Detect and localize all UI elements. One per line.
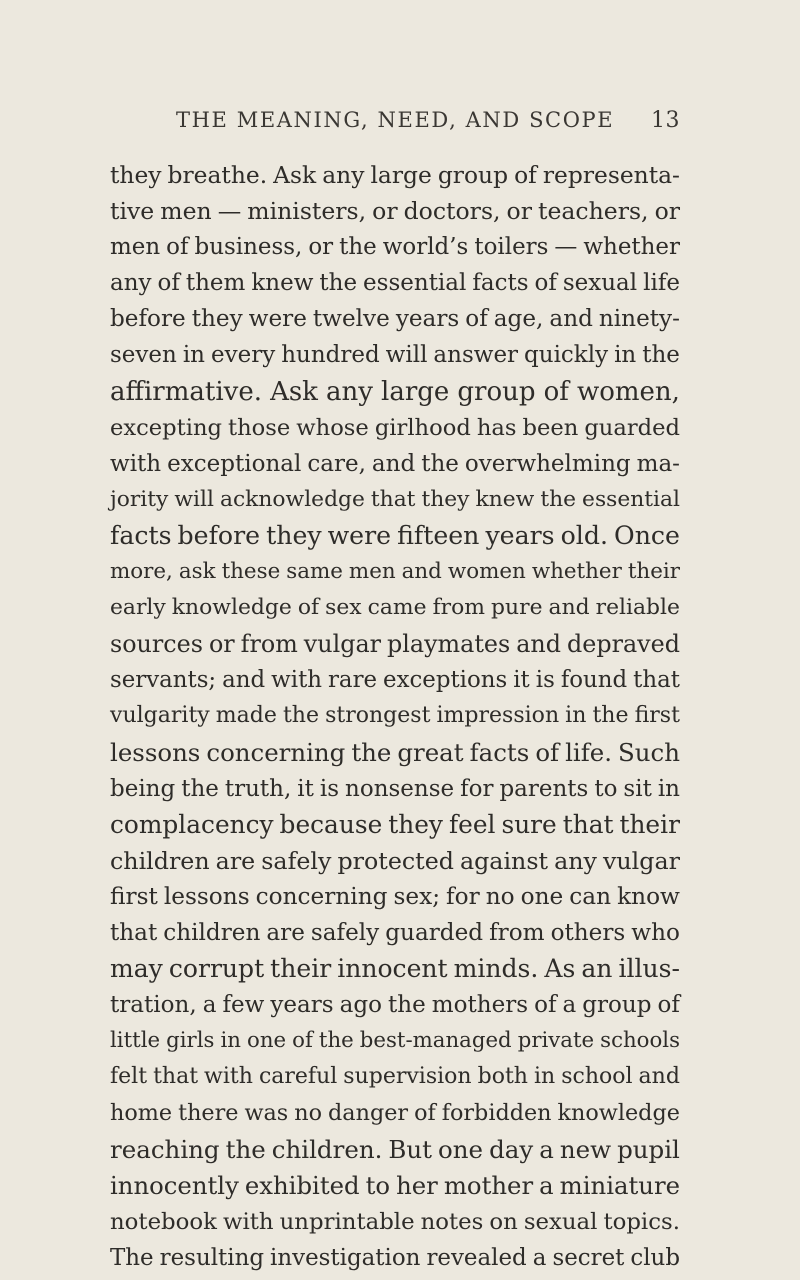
word: safely: [310, 919, 380, 946]
text-line: [110, 735, 680, 771]
word: little: [110, 1028, 161, 1054]
word: both: [477, 1064, 528, 1090]
word: unprintable: [279, 1208, 415, 1235]
word: found: [560, 667, 628, 694]
word: resulting: [159, 1244, 265, 1271]
page-number: 13: [651, 108, 680, 133]
word: women: [447, 559, 526, 585]
text-line: [110, 807, 680, 843]
word: revealed: [426, 1244, 527, 1271]
word: new: [559, 1134, 612, 1164]
word: feel: [448, 809, 496, 839]
word: a: [539, 1134, 554, 1164]
word: whether: [583, 234, 680, 261]
word: pupil: [617, 1134, 680, 1164]
word: will: [174, 486, 214, 512]
word: one: [247, 1028, 287, 1054]
word: quickly: [524, 342, 609, 369]
word: of: [534, 270, 557, 297]
word: or: [506, 197, 532, 226]
word: excepting: [110, 414, 222, 441]
word: a: [532, 1244, 547, 1271]
word: any: [554, 846, 597, 875]
word: of: [166, 234, 189, 261]
word: in: [533, 1064, 556, 1090]
word: felt: [110, 1064, 148, 1090]
word: best-managed: [359, 1028, 512, 1054]
word: the: [592, 703, 629, 729]
word: Once: [614, 520, 680, 550]
word: facts: [110, 520, 172, 550]
word: the: [339, 234, 377, 261]
word: investigation: [270, 1244, 421, 1271]
word: fifteen: [397, 520, 480, 550]
word: it: [297, 775, 314, 802]
text-line: [110, 482, 680, 518]
text-line: [110, 193, 680, 229]
word: whether: [531, 559, 622, 585]
word: or: [372, 197, 398, 226]
word: any: [110, 270, 152, 297]
text-line: [110, 265, 680, 301]
word: sexual: [562, 270, 638, 297]
word: exhibited: [244, 1170, 360, 1200]
word: the: [181, 775, 219, 802]
text-line: [110, 1240, 680, 1276]
word: parents: [499, 775, 589, 802]
word: the: [351, 737, 392, 767]
word: Such: [618, 737, 680, 767]
text-line: [110, 843, 680, 879]
word: for: [460, 775, 494, 802]
word: with: [271, 667, 322, 694]
word: old.: [560, 520, 609, 550]
word: tration,: [110, 992, 197, 1019]
text-line: [110, 301, 680, 337]
word: others: [550, 919, 626, 946]
word: group: [582, 992, 652, 1019]
word: private: [517, 1028, 595, 1054]
word: of: [292, 1028, 313, 1054]
text-line: [110, 915, 680, 951]
word: club: [630, 1244, 680, 1271]
word: no: [485, 882, 515, 910]
word: doctors,: [403, 197, 501, 226]
word: schools: [600, 1028, 680, 1054]
word: been: [522, 414, 579, 441]
word: ministers,: [247, 197, 367, 226]
word: strongest: [325, 703, 431, 729]
word: same: [286, 559, 343, 585]
word: minds.: [453, 954, 539, 984]
word: and: [371, 450, 416, 477]
word: topics.: [603, 1208, 680, 1235]
word: children.: [271, 1134, 383, 1164]
word: forbidden: [441, 1100, 552, 1127]
word: and: [401, 559, 442, 585]
word: to: [365, 1170, 391, 1200]
word: of: [657, 992, 680, 1019]
word: one: [520, 882, 564, 910]
word: the: [642, 342, 680, 369]
word: exceptions: [383, 667, 508, 694]
word: business,: [194, 234, 303, 261]
word: careful: [258, 1064, 338, 1090]
word: guarded: [584, 414, 680, 441]
word: sex;: [393, 882, 441, 910]
word: The: [110, 1244, 154, 1271]
word: seven: [110, 342, 177, 369]
word: from: [240, 630, 298, 659]
word: from: [489, 919, 545, 946]
word: years: [270, 992, 334, 1019]
text-line: [110, 662, 680, 698]
word: before: [177, 520, 261, 550]
word: against: [459, 846, 549, 875]
word: guarded: [385, 919, 484, 946]
word: knowledge: [557, 1100, 680, 1127]
word: any: [322, 161, 365, 189]
text-line: [110, 1059, 680, 1095]
word: ma-: [636, 450, 680, 477]
word: any: [326, 376, 373, 407]
word: those: [228, 414, 291, 441]
word: or: [308, 234, 334, 261]
word: protected: [337, 846, 454, 875]
word: were: [248, 306, 307, 333]
word: are: [215, 846, 256, 875]
word: school: [561, 1064, 633, 1090]
running-head: [176, 108, 680, 148]
word: of: [414, 1100, 436, 1127]
word: has: [476, 414, 517, 441]
text-line: [110, 590, 680, 626]
word: they: [421, 486, 470, 512]
word: they: [191, 306, 243, 333]
text-line: [110, 626, 680, 662]
word: them: [185, 270, 246, 297]
word: essential: [363, 270, 467, 297]
word: and: [222, 667, 266, 694]
text-line: [110, 157, 680, 193]
word: who: [631, 919, 680, 946]
word: their: [619, 809, 680, 839]
word: before: [110, 306, 186, 333]
word: the: [319, 270, 358, 297]
word: innocently: [110, 1170, 239, 1200]
word: in: [565, 703, 587, 729]
word: whose: [296, 414, 369, 441]
word: being: [110, 775, 176, 802]
word: group: [457, 376, 536, 407]
running-head-title: THE MEANING, NEED, AND SCOPE: [176, 108, 615, 132]
word: mothers: [431, 992, 529, 1019]
word: and: [516, 630, 561, 659]
word: safely: [261, 846, 332, 875]
text-line: [110, 1204, 680, 1240]
word: knowledge: [171, 595, 292, 621]
word: sources: [110, 630, 203, 659]
word: in: [657, 775, 680, 802]
word: concerning: [255, 882, 388, 910]
word: sit: [623, 775, 652, 802]
word: were: [327, 520, 392, 550]
word: early: [110, 595, 166, 621]
word: they: [266, 520, 322, 550]
word: supervision: [343, 1064, 472, 1090]
word: one: [438, 1134, 484, 1164]
text-line: [110, 1023, 680, 1059]
text-line: [110, 554, 680, 590]
word: or: [654, 197, 680, 226]
word: acknowledge: [219, 486, 365, 512]
body-paragraph: [110, 157, 680, 1276]
word: twelve: [312, 306, 390, 333]
word: a: [202, 992, 217, 1019]
word: illus-: [618, 954, 680, 984]
word: for: [446, 882, 480, 910]
text-line: [110, 229, 680, 265]
word: men: [110, 234, 161, 261]
word: essential: [582, 486, 680, 512]
word: may: [110, 954, 163, 984]
word: years: [485, 520, 555, 550]
word: world’s: [382, 234, 469, 261]
word: of: [157, 270, 180, 297]
word: girlhood: [374, 414, 471, 441]
word: depraved: [566, 630, 680, 659]
text-line: [110, 1168, 680, 1204]
word: children: [110, 846, 210, 875]
word: years: [395, 306, 460, 333]
word: are: [266, 919, 305, 946]
word: affirmative.: [110, 376, 262, 407]
word: in: [220, 1028, 241, 1054]
word: know: [617, 882, 680, 910]
word: sex: [325, 595, 362, 621]
word: no: [294, 1100, 323, 1127]
word: that: [633, 667, 680, 694]
word: their: [627, 559, 680, 585]
word: the: [387, 992, 426, 1019]
word: large: [381, 376, 450, 407]
word: innocent: [337, 954, 448, 984]
word: an: [581, 954, 613, 984]
word: knew: [251, 270, 314, 297]
word: ago: [339, 992, 382, 1019]
word: of: [535, 737, 560, 767]
word: secret: [552, 1244, 625, 1271]
word: hundred: [281, 342, 380, 369]
word: that: [110, 919, 158, 946]
text-line: [110, 698, 680, 734]
word: home: [110, 1100, 173, 1127]
word: her: [396, 1170, 438, 1200]
word: girls: [166, 1028, 215, 1054]
word: concerning: [206, 737, 346, 767]
word: vulgarity: [110, 703, 210, 729]
word: impression: [436, 703, 560, 729]
text-line: [110, 337, 680, 373]
word: came: [367, 595, 427, 621]
word: sexual: [523, 1208, 598, 1235]
word: women,: [576, 376, 680, 407]
text-line: [110, 446, 680, 482]
word: But: [388, 1134, 433, 1164]
word: made: [215, 703, 277, 729]
word: these: [221, 559, 281, 585]
word: to: [594, 775, 618, 802]
word: ninety-: [598, 306, 680, 333]
word: was: [244, 1100, 289, 1127]
word: corrupt: [168, 954, 265, 984]
word: reaching: [110, 1134, 220, 1164]
word: —: [217, 197, 242, 226]
word: that: [153, 1064, 199, 1090]
word: or: [208, 630, 235, 659]
word: facts: [472, 270, 529, 297]
word: that: [370, 486, 416, 512]
word: great: [397, 737, 464, 767]
word: will: [385, 342, 428, 369]
text-line: [110, 879, 680, 915]
word: it: [513, 667, 530, 694]
word: few: [222, 992, 265, 1019]
word: vulgar: [303, 630, 382, 659]
word: the: [225, 1134, 266, 1164]
word: from: [432, 595, 486, 621]
word: rare: [328, 667, 378, 694]
text-line: [110, 951, 680, 987]
word: ask: [178, 559, 216, 585]
word: notes: [420, 1208, 484, 1235]
word: their: [270, 954, 332, 984]
word: in: [182, 342, 205, 369]
word: a: [539, 1170, 554, 1200]
word: the: [282, 703, 320, 729]
word: truth,: [224, 775, 292, 802]
word: with: [222, 1208, 274, 1235]
word: life: [643, 270, 680, 297]
word: a: [562, 992, 577, 1019]
word: Ask: [270, 376, 318, 407]
text-line: [110, 374, 680, 410]
word: group: [437, 161, 509, 189]
text-line: [110, 1132, 680, 1168]
word: danger: [328, 1100, 409, 1127]
text-line: [110, 987, 680, 1023]
word: pure: [491, 595, 543, 621]
word: of: [534, 992, 557, 1019]
word: miniature: [559, 1170, 680, 1200]
word: jority: [110, 486, 169, 512]
text-line: [110, 1095, 680, 1131]
word: and: [548, 595, 590, 621]
word: and: [549, 306, 593, 333]
word: is: [535, 667, 555, 694]
word: of: [543, 376, 569, 407]
word: notebook: [110, 1208, 217, 1235]
text-line: [110, 771, 680, 807]
word: children: [163, 919, 261, 946]
word: lessons: [163, 882, 250, 910]
word: can: [569, 882, 612, 910]
word: vulgar: [602, 846, 680, 875]
word: first: [110, 882, 158, 910]
word: answer: [433, 342, 519, 369]
text-line: [110, 518, 680, 554]
word: that: [562, 809, 614, 839]
text-line: [110, 410, 680, 446]
word: teachers,: [537, 197, 649, 226]
word: complacency: [110, 809, 274, 839]
word: playmates: [387, 630, 511, 659]
word: servants;: [110, 667, 217, 694]
word: overwhelming: [464, 450, 631, 477]
word: tive: [110, 197, 155, 226]
word: reliable: [595, 595, 680, 621]
word: facts: [469, 737, 530, 767]
word: with: [204, 1064, 253, 1090]
word: breathe.: [167, 161, 268, 189]
word: on: [489, 1208, 518, 1235]
word: is: [319, 775, 340, 802]
word: the: [540, 486, 577, 512]
word: knew: [475, 486, 535, 512]
word: of: [514, 161, 537, 189]
word: every: [210, 342, 276, 369]
word: day: [489, 1134, 534, 1164]
word: toilers: [474, 234, 549, 261]
word: they: [388, 809, 443, 839]
word: representa-: [542, 161, 680, 189]
word: care,: [307, 450, 366, 477]
word: sure: [501, 809, 557, 839]
word: exceptional: [167, 450, 302, 477]
word: because: [279, 809, 383, 839]
word: lessons: [110, 737, 201, 767]
word: the: [318, 1028, 354, 1054]
word: life.: [565, 737, 613, 767]
word: first: [634, 703, 680, 729]
word: mother: [443, 1170, 534, 1200]
word: with: [110, 450, 162, 477]
word: more,: [110, 559, 173, 585]
word: Ask: [273, 161, 317, 189]
word: they: [110, 161, 162, 189]
word: men: [160, 197, 212, 226]
word: age,: [493, 306, 544, 333]
word: As: [544, 954, 576, 984]
word: large: [370, 161, 432, 189]
word: men: [348, 559, 396, 585]
word: there: [178, 1100, 239, 1127]
word: of: [465, 306, 488, 333]
word: and: [638, 1064, 680, 1090]
word: nonsense: [345, 775, 455, 802]
word: the: [421, 450, 459, 477]
word: in: [614, 342, 637, 369]
word: of: [297, 595, 320, 621]
word: —: [554, 234, 578, 261]
